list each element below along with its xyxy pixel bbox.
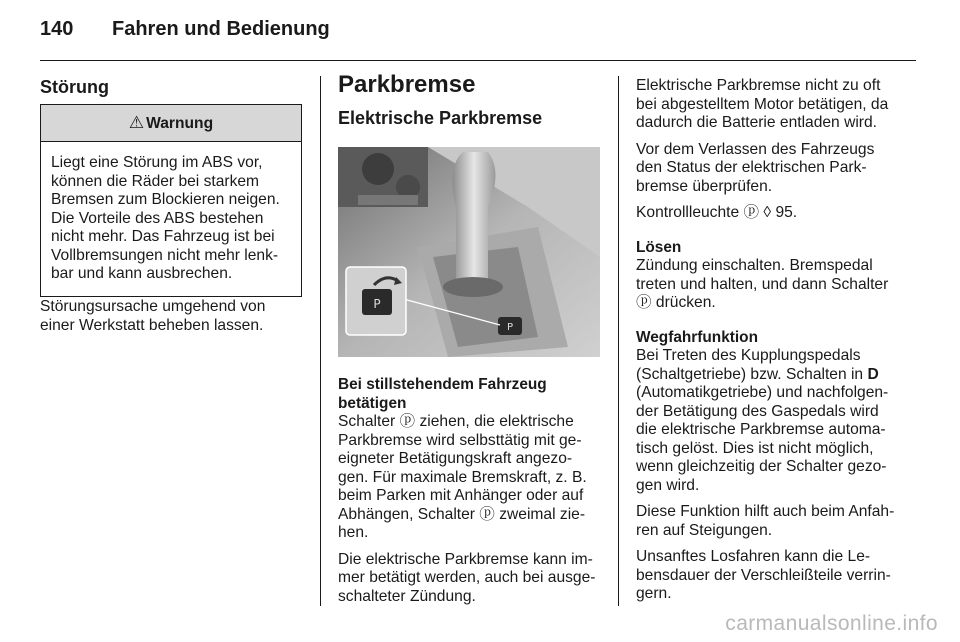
middle-paragraph-2: Die elektrische Parkbremse kann im- mer betätigt werden, auch bei ausge- schalteter Zündung. xyxy=(338,550,596,605)
warning-triangle-icon: ⚠ xyxy=(128,113,145,132)
heading-loesen: Lösen xyxy=(636,238,682,256)
svg-text:P: P xyxy=(373,297,381,311)
watermark: carmanualsonline.info xyxy=(725,612,938,635)
title-parkbremse: Parkbremse xyxy=(338,71,476,98)
middle-column xyxy=(338,71,608,141)
heading-wegfahrfunktion: Wegfahrfunktion xyxy=(636,328,758,346)
subheading-betaetigen: Bei stillstehendem Fahrzeug betätigen xyxy=(338,376,547,412)
warning-title: Warnung xyxy=(146,115,214,132)
right-paragraph-2: Vor dem Verlassen des Fahrzeugs den Status der elektrischen Park- bremse überprüfen. xyxy=(636,140,875,195)
page-header xyxy=(40,18,330,41)
left-column-text xyxy=(40,298,302,343)
stoerung-paragraph: Störungsursache umgehend von einer Werkstatt beheben lassen. xyxy=(40,298,266,334)
right-column xyxy=(636,77,926,612)
wegfahr-paragraph-2: Diese Funktion hilft auch beim Anfah- ren auf Steigungen. xyxy=(636,503,895,539)
right-paragraph-3: Kontrollleuchte ⓟ ◊ 95. xyxy=(636,204,798,221)
page-number: 140 xyxy=(40,18,74,40)
chapter-title: Fahren und Bedienung xyxy=(112,18,330,40)
header-rule xyxy=(40,60,916,61)
section-title-stoerung: Störung xyxy=(40,77,109,97)
parkbrake-illustration xyxy=(338,147,600,357)
right-paragraph-1: Elektrische Parkbremse nicht zu oft bei abgestelltem Motor betätigen, da dadurch die Batterie entladen wird. xyxy=(636,77,889,131)
middle-paragraph-1: Schalter ⓟ ziehen, die elektrische Parkbremse wird selbsttätig mit ge- eigneter Betätigungskraft angezo- gen. Für maximale Bremskraft, z. B. beim Parken mit Anhänger oder auf Abhängen, Schalter ⓟ zweimal zie- hen. xyxy=(338,413,587,541)
wegfahr-paragraph-3: Unsanftes Losfahren kann die Le- bensdauer der Verschleißteile verrin- gern. xyxy=(636,548,891,602)
parkbrake-photo xyxy=(338,147,600,357)
wegfahr-text-b: (Automatikgetriebe) und nachfolgen- der Betätigung des Gaspedals wird die elektrische Parkbremse automa- tisch gelöst. Dies ist nicht möglich, wenn gleichzeitig der Schalter gezo- gen wird. xyxy=(636,384,889,494)
warning-text: Liegt eine Störung im ABS vor, können die Räder bei starkem Bremsen zum Blockieren neigen. Die Vorteile des ABS bestehen nicht mehr. Das Fahrzeug ist bei Vollbremsungen nicht mehr lenk- bar und kann ausbrechen. xyxy=(51,154,280,282)
column-divider-2 xyxy=(618,76,619,606)
warning-header xyxy=(41,105,301,142)
wegfahr-text-a: Bei Treten des Kupplungspedals (Schaltgetriebe) bzw. Schalten in xyxy=(636,347,864,383)
middle-column-text xyxy=(338,366,613,614)
left-column xyxy=(40,78,302,97)
gear-d-label: D xyxy=(867,365,879,383)
subtitle-elektrische-parkbremse: Elektrische Parkbremse xyxy=(338,107,543,128)
column-divider-1 xyxy=(320,76,321,606)
svg-text:P: P xyxy=(506,322,514,333)
warning-box xyxy=(40,104,302,297)
wegfahr-paragraph-1 xyxy=(636,347,926,495)
loesen-text: Zündung einschalten. Bremspedal treten und halten, und dann Schalter ⓟ drücken. xyxy=(636,257,889,311)
